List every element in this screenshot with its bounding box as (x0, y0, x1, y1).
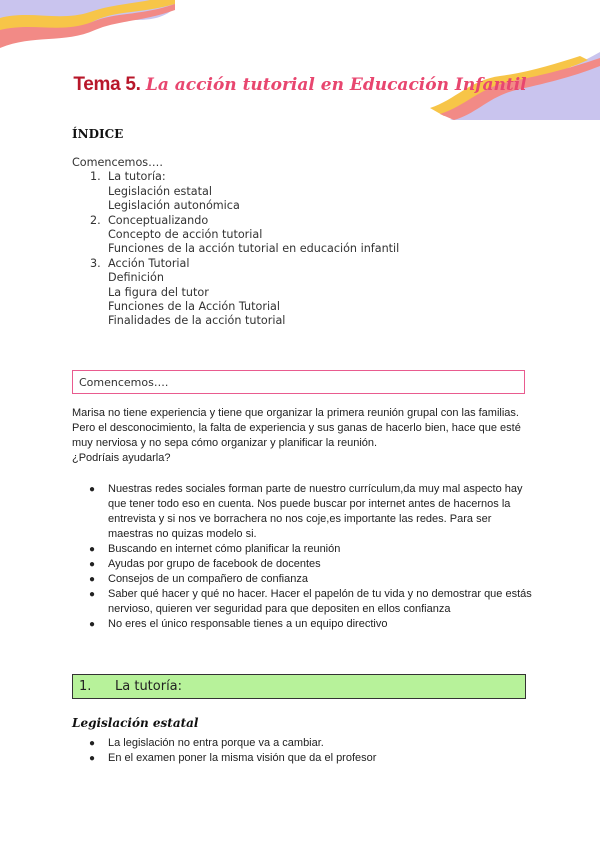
toc-section-number: 3. (90, 256, 101, 270)
legislacion-bullet-list (72, 736, 532, 766)
list-item: ● Buscando en internet cómo planificar la reunión (89, 543, 341, 555)
list-item: ● Consejos de un compañero de confianza (89, 573, 308, 585)
toc-section (72, 170, 399, 184)
bullet-icon: ● (89, 738, 96, 749)
toc-item: Finalidades de la acción tutorial (108, 314, 286, 328)
scenario-text: Marisa no tiene experiencia y tiene que organizar la primera reunión grupal con las familias. Pero el desconocimiento, la falta de experiencia y sus ganas de hacerlo bien, hace que esté muy nerviosa y no sepa cómo organizar y planificar la reunión. (72, 407, 521, 449)
scenario-question: ¿Podríais ayudarla? (72, 452, 171, 464)
comencemos-bullet-list (72, 482, 532, 632)
bullet-icon: ● (89, 544, 96, 555)
document-title (0, 74, 600, 96)
bullet-icon: ● (89, 484, 96, 495)
toc-item: La figura del tutor (108, 285, 209, 299)
section-1-label: La tutoría: (115, 679, 183, 694)
toc-item: Funciones de la Acción Tutorial (108, 300, 281, 314)
comencemos-heading: Comencemos…. (79, 376, 169, 389)
toc-item: Concepto de acción tutorial (108, 228, 263, 242)
table-of-contents (72, 156, 399, 329)
title-text: La acción tutorial en Educación Infantil (145, 75, 527, 95)
bullet-icon: ● (89, 574, 96, 585)
top-left-wave-decoration (0, 0, 175, 56)
list-item: ● La legislación no entra porque va a cambiar. (89, 737, 324, 749)
toc-section-label: La tutoría: (108, 170, 166, 184)
bullet-icon: ● (89, 753, 96, 764)
toc-section (72, 214, 399, 228)
index-heading: ÍNDICE (72, 127, 124, 141)
toc-item: Legislación autonómica (108, 199, 240, 213)
list-item: ● Saber qué hacer y qué no hacer. Hacer el papelón de tu vida y no demostrar que estás nervioso, quieren ver seguridad para que depositen en ellos confianza (89, 588, 532, 615)
bullet-icon: ● (89, 589, 96, 600)
toc-section-number: 2. (90, 213, 101, 227)
bullet-icon: ● (89, 559, 96, 570)
toc-intro: Comencemos…. (72, 156, 163, 169)
toc-section-label: Acción Tutorial (108, 256, 190, 270)
toc-item: Legislación estatal (108, 184, 212, 198)
toc-section-number: 1. (90, 170, 101, 184)
comencemos-heading-box (72, 370, 525, 394)
legislacion-estatal-heading: Legislación estatal (72, 716, 199, 730)
list-item: ● En el examen poner la misma visión que da el profesor (89, 752, 377, 764)
section-1-number: 1. (79, 679, 92, 694)
list-item: ● Nuestras redes sociales forman parte de nuestro currículum,da muy mal aspecto hay que tener todo eso en cuenta. Nos puede buscar por internet antes de hacernos la entrevista y si nos ve borrachera no nos coje,es importante las redes. Para ser maestras no quizas modelo si. (89, 483, 523, 540)
list-item: ● Ayudas por grupo de facebook de docentes (89, 558, 321, 570)
toc-item: Funciones de la acción tutorial en educación infantil (108, 242, 400, 256)
list-item: ● No eres el único responsable tienes a un equipo directivo (89, 618, 388, 630)
scenario-paragraph (72, 406, 532, 466)
toc-section (72, 257, 399, 271)
toc-item: Definición (108, 271, 164, 285)
title-number: Tema 5. (73, 74, 141, 95)
section-1-heading-box (72, 674, 526, 699)
toc-section-label: Conceptualizando (108, 213, 209, 227)
bullet-icon: ● (89, 619, 96, 630)
